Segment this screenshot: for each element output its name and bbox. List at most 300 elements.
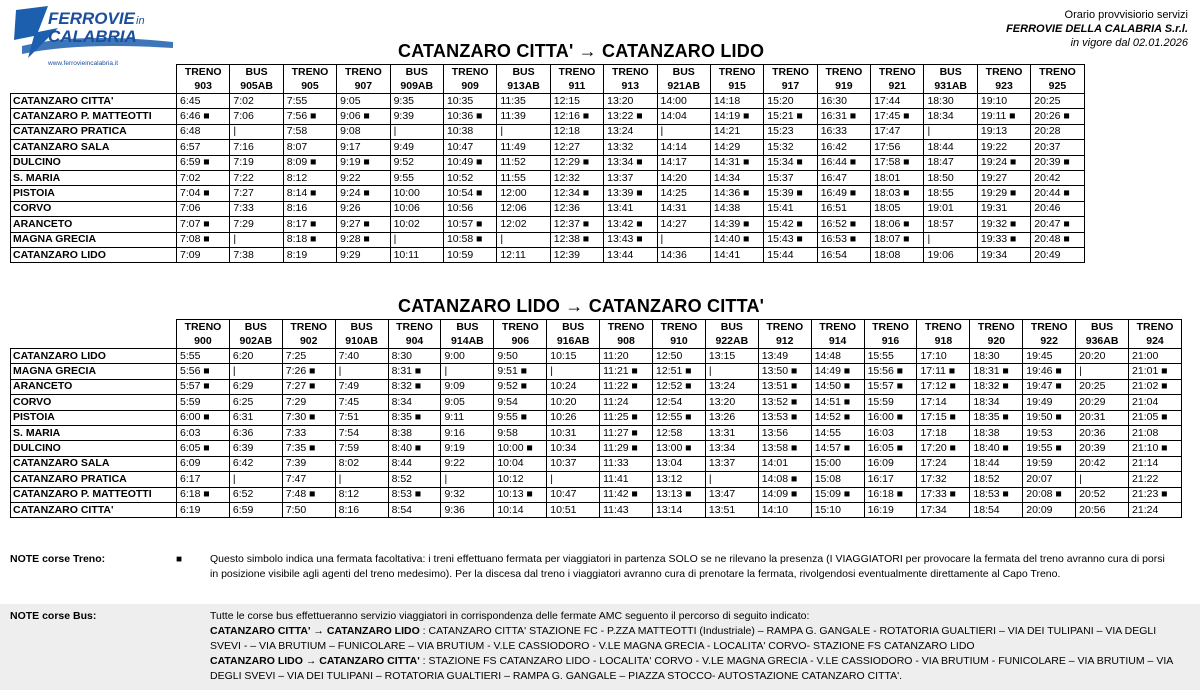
time-cell: 6:46 ■ (177, 109, 230, 124)
time-cell: 14:10 (758, 502, 811, 517)
notes-bus-label: NOTE corse Bus: (10, 610, 97, 622)
time-cell: 16:33 (817, 124, 870, 139)
time-cell: 11:29 ■ (600, 441, 653, 456)
notes-bus-text (210, 609, 1175, 684)
time-cell: 7:02 (230, 94, 283, 109)
time-cell: 15:37 (764, 170, 817, 185)
time-cell: 18:57 (924, 217, 977, 232)
time-cell: 14:04 (657, 109, 710, 124)
time-cell: 13:14 (653, 502, 706, 517)
time-cell: 10:47 (547, 487, 600, 502)
time-cell: 9:51 ■ (494, 364, 547, 379)
time-cell: 16:18 ■ (864, 487, 917, 502)
time-cell: 12:54 (653, 395, 706, 410)
notes-train-section (0, 546, 1200, 602)
time-cell: 7:25 (282, 349, 335, 364)
time-cell: 7:22 (230, 170, 283, 185)
time-cell: 12:27 (550, 140, 603, 155)
run-type: TRENO (494, 320, 547, 335)
run-type: BUS (230, 65, 283, 80)
time-cell: 13:53 ■ (758, 410, 811, 425)
time-cell: 15:09 ■ (811, 487, 864, 502)
run-number: 922 (1023, 334, 1076, 349)
run-type: TRENO (864, 320, 917, 335)
time-cell: 15:56 ■ (864, 364, 917, 379)
time-cell: 17:10 (917, 349, 970, 364)
time-cell: | (497, 232, 550, 247)
notes-bus-route-1 (210, 624, 1175, 654)
outbound-title: CATANZARO CITTA' → CATANZARO LIDO (398, 41, 765, 61)
time-cell: 15:44 (764, 247, 817, 262)
time-cell: 19:22 (977, 140, 1030, 155)
time-cell: 7:27 (230, 186, 283, 201)
run-type: TRENO (764, 65, 817, 80)
time-cell: 18:44 (970, 456, 1023, 471)
station-name: CORVO (11, 201, 177, 216)
time-cell: 15:55 (864, 349, 917, 364)
run-number: 922AB (705, 334, 758, 349)
time-cell: 10:14 (494, 502, 547, 517)
table-row (11, 186, 1085, 201)
table-row (11, 201, 1085, 216)
time-cell: 19:27 (977, 170, 1030, 185)
time-cell: 7:26 ■ (282, 364, 335, 379)
station-name: CATANZARO LIDO (11, 247, 177, 262)
time-cell: 10:06 (390, 201, 443, 216)
table-row (11, 109, 1085, 124)
time-cell: 11:39 (497, 109, 550, 124)
time-cell: 9:58 (494, 425, 547, 440)
notes-bus-route-2 (210, 654, 1175, 684)
time-cell: 9:00 (441, 349, 494, 364)
table-row (11, 379, 1182, 394)
time-cell: 10:37 (547, 456, 600, 471)
time-cell: 7:56 ■ (283, 109, 336, 124)
time-cell: 10:54 ■ (443, 186, 496, 201)
company-name: FERROVIE DELLA CALABRIA S.r.l. (1006, 23, 1188, 35)
time-cell: 19:10 (977, 94, 1030, 109)
run-type: BUS (335, 320, 388, 335)
time-cell: 7:59 (335, 441, 388, 456)
time-cell: 13:56 (758, 425, 811, 440)
time-cell: 13:32 (604, 140, 657, 155)
time-cell: 9:52 ■ (494, 379, 547, 394)
time-cell: 13:00 ■ (653, 441, 706, 456)
time-cell: 20:25 (1031, 94, 1084, 109)
time-cell: 9:16 (441, 425, 494, 440)
time-cell: 15:23 (764, 124, 817, 139)
time-cell: 15:59 (864, 395, 917, 410)
run-number: 913 (604, 79, 657, 94)
time-cell: 5:57 ■ (177, 379, 230, 394)
time-cell: 13:04 (653, 456, 706, 471)
time-cell: 10:59 (443, 247, 496, 262)
time-cell: 12:29 ■ (550, 155, 603, 170)
time-cell: | (230, 124, 283, 139)
time-cell: 11:25 ■ (600, 410, 653, 425)
inbound-title: CATANZARO LIDO → CATANZARO CITTA' (398, 296, 765, 316)
time-cell: 8:40 ■ (388, 441, 441, 456)
outbound-timetable (10, 64, 1085, 263)
run-type: TRENO (1023, 320, 1076, 335)
run-number: 910AB (335, 334, 388, 349)
time-cell: 6:00 ■ (177, 410, 230, 425)
time-cell: 6:03 (177, 425, 230, 440)
time-cell: 12:16 ■ (550, 109, 603, 124)
table-row (11, 456, 1182, 471)
time-cell: 18:52 (970, 472, 1023, 487)
time-cell: 19:29 ■ (977, 186, 1030, 201)
time-cell: 18:34 (970, 395, 1023, 410)
time-cell: 13:43 ■ (604, 232, 657, 247)
time-cell: 18:32 ■ (970, 379, 1023, 394)
time-cell: 15:43 ■ (764, 232, 817, 247)
time-cell: 7:45 (335, 395, 388, 410)
time-cell: 17:44 (871, 94, 924, 109)
time-cell: 10:34 (547, 441, 600, 456)
run-number: 921 (871, 79, 924, 94)
time-cell: 18:30 (924, 94, 977, 109)
logo-graphic (8, 2, 188, 68)
time-cell: 9:19 ■ (337, 155, 390, 170)
time-cell: 16:51 (817, 201, 870, 216)
time-cell: 19:06 (924, 247, 977, 262)
time-cell: 21:14 (1129, 456, 1182, 471)
time-cell: 17:24 (917, 456, 970, 471)
time-cell: 9:17 (337, 140, 390, 155)
run-type: TRENO (1129, 320, 1182, 335)
time-cell: 12:02 (497, 217, 550, 232)
time-cell: 10:04 (494, 456, 547, 471)
time-cell: 7:33 (282, 425, 335, 440)
time-cell: 11:49 (497, 140, 550, 155)
time-cell: 16:30 (817, 94, 870, 109)
time-cell: 17:20 ■ (917, 441, 970, 456)
time-cell: 12:34 ■ (550, 186, 603, 201)
table-row (11, 441, 1182, 456)
time-cell: 20:09 (1023, 502, 1076, 517)
time-cell: 21:02 ■ (1129, 379, 1182, 394)
time-cell: 15:21 ■ (764, 109, 817, 124)
time-cell: 11:43 (600, 502, 653, 517)
time-cell: 18:34 (924, 109, 977, 124)
time-cell: 17:33 ■ (917, 487, 970, 502)
time-cell: 20:47 ■ (1031, 217, 1084, 232)
time-cell: 7:30 ■ (282, 410, 335, 425)
time-cell: 9:49 (390, 140, 443, 155)
table-row (11, 425, 1182, 440)
time-cell: 12:11 (497, 247, 550, 262)
run-type: BUS (229, 320, 282, 335)
time-cell: 18:31 ■ (970, 364, 1023, 379)
time-cell: | (547, 472, 600, 487)
time-cell: 20:52 (1076, 487, 1129, 502)
time-cell: 7:08 ■ (177, 232, 230, 247)
time-cell: 6:45 (177, 94, 230, 109)
run-type: TRENO (177, 65, 230, 80)
time-cell: 8:34 (388, 395, 441, 410)
time-cell: 12:00 (497, 186, 550, 201)
run-number: 917 (764, 79, 817, 94)
time-cell: 10:52 (443, 170, 496, 185)
time-cell: 20:56 (1076, 502, 1129, 517)
time-cell: 10:58 ■ (443, 232, 496, 247)
time-cell: 7:29 (282, 395, 335, 410)
time-cell: 6:31 (229, 410, 282, 425)
time-cell: 14:27 (657, 217, 710, 232)
time-cell: 9:35 (390, 94, 443, 109)
time-cell: 14:18 (710, 94, 763, 109)
notes-train-label: NOTE corse Treno: (10, 553, 106, 565)
time-cell: 8:38 (388, 425, 441, 440)
time-cell: 15:57 ■ (864, 379, 917, 394)
time-cell: 16:31 ■ (817, 109, 870, 124)
logo-url: www.ferrovieincalabria.it (48, 60, 119, 67)
time-cell: 13:37 (604, 170, 657, 185)
time-cell: 16:00 ■ (864, 410, 917, 425)
time-cell: | (497, 124, 550, 139)
time-cell: 21:05 ■ (1129, 410, 1182, 425)
time-cell: 13:13 ■ (653, 487, 706, 502)
station-name: CATANZARO SALA (11, 140, 177, 155)
time-cell: 12:37 ■ (550, 217, 603, 232)
time-cell: 11:27 ■ (600, 425, 653, 440)
time-cell: 20:37 (1031, 140, 1084, 155)
time-cell: 20:36 (1076, 425, 1129, 440)
time-cell: 12:55 ■ (653, 410, 706, 425)
time-cell: 20:39 (1076, 441, 1129, 456)
time-cell: 20:31 (1076, 410, 1129, 425)
time-cell: 19:55 ■ (1023, 441, 1076, 456)
time-cell: | (335, 364, 388, 379)
run-type: BUS (390, 65, 443, 80)
time-cell: 18:08 (871, 247, 924, 262)
time-cell: 7:07 ■ (177, 217, 230, 232)
time-cell: 10:47 (443, 140, 496, 155)
time-cell: 13:26 (705, 410, 758, 425)
time-cell: 11:22 ■ (600, 379, 653, 394)
time-cell: 6:20 (229, 349, 282, 364)
time-cell: 13:34 ■ (604, 155, 657, 170)
time-cell: 13:12 (653, 472, 706, 487)
time-cell: 16:09 (864, 456, 917, 471)
time-cell: 7:29 (230, 217, 283, 232)
table-row (11, 247, 1085, 262)
time-cell: | (657, 124, 710, 139)
notes-bus-intro: Tutte le corse bus effettueranno servizio viaggiatori in corrispondenza delle fermate AMC seguento il percorso di seguito indicato: (210, 610, 810, 622)
time-cell: 8:32 ■ (388, 379, 441, 394)
header-corner (11, 320, 177, 349)
time-cell: 6:09 (177, 456, 230, 471)
time-cell: 12:06 (497, 201, 550, 216)
run-type: TRENO (653, 320, 706, 335)
run-number: 931AB (924, 79, 977, 94)
time-cell: 13:20 (604, 94, 657, 109)
time-cell: 18:38 (970, 425, 1023, 440)
run-number: 925 (1031, 79, 1084, 94)
time-cell: 10:00 ■ (494, 441, 547, 456)
time-cell: 19:50 ■ (1023, 410, 1076, 425)
station-name: PISTOIA (11, 186, 177, 201)
time-cell: 12:18 (550, 124, 603, 139)
time-cell: 13:34 (705, 441, 758, 456)
time-cell: | (924, 232, 977, 247)
time-cell: 21:04 (1129, 395, 1182, 410)
time-cell: 9:28 ■ (337, 232, 390, 247)
time-cell: 19:34 (977, 247, 1030, 262)
station-name: CATANZARO SALA (11, 456, 177, 471)
time-cell: 9:54 (494, 395, 547, 410)
time-cell: 10:15 (547, 349, 600, 364)
station-name: DULCINO (11, 155, 177, 170)
time-cell: 14:08 ■ (758, 472, 811, 487)
table-row (11, 364, 1182, 379)
run-type: TRENO (550, 65, 603, 80)
time-cell: 9:09 (441, 379, 494, 394)
time-cell: 18:03 ■ (871, 186, 924, 201)
time-cell: 10:51 (547, 502, 600, 517)
run-number: 907 (337, 79, 390, 94)
time-cell: 19:47 ■ (1023, 379, 1076, 394)
time-cell: 9:36 (441, 502, 494, 517)
time-cell: 14:17 (657, 155, 710, 170)
station-name: MAGNA GRECIA (11, 364, 177, 379)
station-name: CATANZARO P. MATTEOTTI (11, 109, 177, 124)
time-cell: 19:11 ■ (977, 109, 1030, 124)
time-cell: 20:49 (1031, 247, 1084, 262)
time-cell: 18:30 (970, 349, 1023, 364)
time-cell: 13:58 ■ (758, 441, 811, 456)
time-cell: 19:31 (977, 201, 1030, 216)
time-cell: 14:55 (811, 425, 864, 440)
time-cell: 6:39 (229, 441, 282, 456)
time-cell: 10:00 (390, 186, 443, 201)
time-cell: 9:06 ■ (337, 109, 390, 124)
time-cell: 14:34 (710, 170, 763, 185)
time-cell: 8:30 (388, 349, 441, 364)
run-number: 923 (977, 79, 1030, 94)
time-cell: 19:45 (1023, 349, 1076, 364)
station-name: PISTOIA (11, 410, 177, 425)
station-name: CATANZARO CITTA' (11, 502, 177, 517)
station-name: CATANZARO CITTA' (11, 94, 177, 109)
time-cell: 9:24 ■ (337, 186, 390, 201)
time-cell: | (1076, 472, 1129, 487)
run-number: 905 (283, 79, 336, 94)
time-cell: 13:15 (705, 349, 758, 364)
time-cell: 18:40 ■ (970, 441, 1023, 456)
time-cell: 8:09 ■ (283, 155, 336, 170)
time-cell: 15:41 (764, 201, 817, 216)
time-cell: 14:19 ■ (710, 109, 763, 124)
time-cell: 14:51 ■ (811, 395, 864, 410)
run-number: 914 (811, 334, 864, 349)
time-cell: 16:44 ■ (817, 155, 870, 170)
time-cell: 13:47 (705, 487, 758, 502)
time-cell: 19:49 (1023, 395, 1076, 410)
time-cell: 14:49 ■ (811, 364, 864, 379)
time-cell: 20:46 (1031, 201, 1084, 216)
table-row (11, 410, 1182, 425)
time-cell: 16:52 ■ (817, 217, 870, 232)
run-type: TRENO (817, 65, 870, 80)
run-number: 921AB (657, 79, 710, 94)
run-number: 916AB (547, 334, 600, 349)
time-cell: 20:42 (1076, 456, 1129, 471)
time-cell: | (335, 472, 388, 487)
run-type: TRENO (871, 65, 924, 80)
table-row (11, 349, 1182, 364)
time-cell: 11:41 (600, 472, 653, 487)
station-name: CATANZARO LIDO (11, 349, 177, 364)
time-cell: 6:05 ■ (177, 441, 230, 456)
time-cell: 19:32 ■ (977, 217, 1030, 232)
time-cell: 15:34 ■ (764, 155, 817, 170)
time-cell: 9:22 (441, 456, 494, 471)
optional-stop-icon: ■ (176, 554, 183, 565)
run-number: 906 (494, 334, 547, 349)
time-cell: 12:32 (550, 170, 603, 185)
time-cell: 15:08 (811, 472, 864, 487)
time-cell: 14:40 ■ (710, 232, 763, 247)
time-cell: 9:27 ■ (337, 217, 390, 232)
time-cell: 9:50 (494, 349, 547, 364)
run-number: 904 (388, 334, 441, 349)
time-cell: 12:36 (550, 201, 603, 216)
time-cell: 8:31 ■ (388, 364, 441, 379)
time-cell: 11:24 (600, 395, 653, 410)
time-cell: 14:36 ■ (710, 186, 763, 201)
time-cell: 15:10 (811, 502, 864, 517)
time-cell: 16:03 (864, 425, 917, 440)
station-name: CORVO (11, 395, 177, 410)
time-cell: 10:49 ■ (443, 155, 496, 170)
time-cell: 14:29 (710, 140, 763, 155)
time-cell: 8:02 (335, 456, 388, 471)
time-cell: 18:44 (924, 140, 977, 155)
time-cell: 13:51 (705, 502, 758, 517)
route-1-text: : CATANZARO CITTA' STAZIONE FC - P.ZZA MATTEOTTI (Industriale) – RAMPA G. GANGALE - ROTATORIA GUALTIERI – VIA DEI TULIPANI – VIA DEGLI SVEVI - – VIA BRUTIUM – FUNICOLARE – VIA BRUTIUM - V.LE CASSIODORO - V.LE MAGNA GRECIA - LOCALITA' CORVO- STAZIONE FS CATANZARO LIDO (210, 625, 1157, 652)
time-cell: 20:26 ■ (1031, 109, 1084, 124)
time-cell: 17:47 (871, 124, 924, 139)
time-cell: 18:05 (871, 201, 924, 216)
time-cell: 13:20 (705, 395, 758, 410)
time-cell: 13:22 ■ (604, 109, 657, 124)
time-cell: 12:50 (653, 349, 706, 364)
time-cell: | (1076, 364, 1129, 379)
time-cell: 6:36 (229, 425, 282, 440)
time-cell: 20:48 ■ (1031, 232, 1084, 247)
time-cell: 14:14 (657, 140, 710, 155)
time-cell: 9:05 (337, 94, 390, 109)
time-cell: 21:24 (1129, 502, 1182, 517)
time-cell: 11:21 ■ (600, 364, 653, 379)
time-cell: 7:06 (177, 201, 230, 216)
time-cell: 21:23 ■ (1129, 487, 1182, 502)
run-number: 913AB (497, 79, 550, 94)
time-cell: 5:59 (177, 395, 230, 410)
time-cell: 14:57 ■ (811, 441, 864, 456)
station-name: S. MARIA (11, 170, 177, 185)
time-cell: 10:26 (547, 410, 600, 425)
run-number: 936AB (1076, 334, 1129, 349)
time-cell: 10:12 (494, 472, 547, 487)
time-cell: 14:31 ■ (710, 155, 763, 170)
station-name: DULCINO (11, 441, 177, 456)
time-cell: 11:20 (600, 349, 653, 364)
run-type: BUS (441, 320, 494, 335)
time-cell: 6:18 ■ (177, 487, 230, 502)
